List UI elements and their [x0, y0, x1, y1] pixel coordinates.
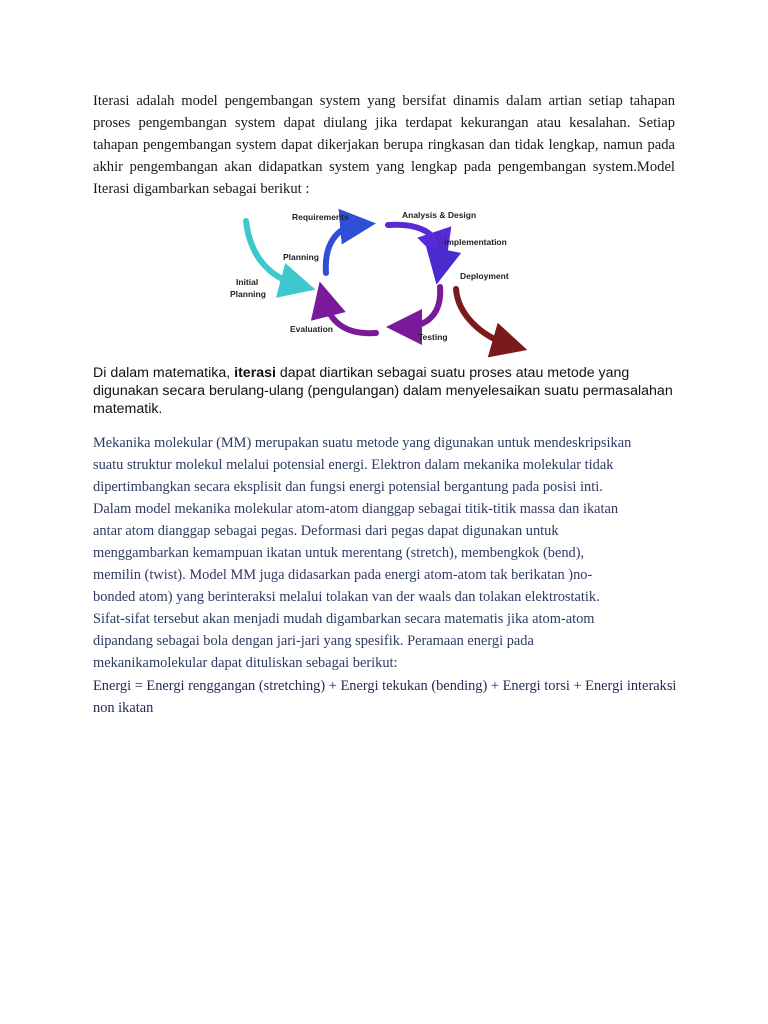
implementation-arrow [438, 235, 441, 267]
label-implementation: Implementation [444, 237, 507, 247]
energy-equation-paragraph: Energi = Energi renggangan (stretching) + Energi tekukan (bending) + Energi torsi + Energi interaksi non ikatan [93, 678, 677, 716]
iteration-cycle-svg [228, 205, 528, 360]
mm-line-10: dipandang sebagai bola dengan jari-jari yang spesifik. Peramaan energi pada [93, 633, 534, 649]
deployment-arrow [456, 289, 510, 345]
mm-line-3: dipertimbangkan secara eksplisit dan fungsi energi potensial bergantung pada posisi inti. [93, 479, 603, 495]
para2-before: Di dalam matematika, [93, 365, 235, 381]
mm-line-11: mekanikamolekular dapat dituliskan sebagai berikut: [93, 655, 398, 671]
label-analysis-design: Analysis & Design [402, 210, 477, 220]
label-initial-planning: Planning [230, 289, 266, 299]
mm-line-2: suatu struktur molekul melalui potensial energi. Elektron dalam mekanika molekular tidak [93, 457, 614, 473]
iteration-model-diagram [228, 205, 528, 360]
label-evaluation: Evaluation [290, 324, 333, 334]
analysis-design-arrow [388, 225, 440, 249]
mm-line-1: Mekanika molekular (MM) merupakan suatu metode yang digunakan untuk mendeskripsikan [93, 435, 632, 451]
label-requirements: Requirements [292, 212, 349, 222]
mm-line-9: Sifat-sifat tersebut akan menjadi mudah digambarkan secara matematis jika atom-atom [93, 611, 595, 627]
document-page [93, 90, 675, 200]
mm-line-4: Dalam model mekanika molekular atom-atom dianggap sebagai titik-titik massa dan ikatan [93, 501, 619, 517]
mm-line-6: menggambarkan kemampuan ikatan untuk merentang (stretch), membengkok (bend), [93, 545, 585, 561]
testing-arrow [404, 287, 440, 327]
label-planning: Planning [283, 252, 319, 262]
mm-line-8: bonded atom) yang berinteraksi melalui tolakan van der waals dan tolakan elektrostatik. [93, 589, 600, 605]
iteration-intro-paragraph: Iterasi adalah model pengembangan system yang bersifat dinamis dalam artian setiap tahapan proses pengembangan system dapat diulang jika terdapat kekurangan atau kesalahan. Setiap tahapan pengembangan system dapat dikerjakan berupa ringkasan dan tidak lengkap, namun pada akhir pengembangan akan didapatkan system yang lengkap pada pengembangan system.Model Iterasi digambarkan sebagai berikut : [93, 93, 675, 197]
label-testing: Testing [418, 332, 448, 342]
label-deployment: Deployment [460, 271, 509, 281]
molecular-mechanics-paragraph [93, 432, 693, 674]
mm-line-7: memilin (twist). Model MM juga didasarkan pada energi atom-atom tak berikatan )no- [93, 567, 593, 583]
label-initial: Initial [236, 277, 259, 287]
para2-bold-term: iterasi [234, 365, 276, 381]
mm-line-5: antar atom dianggap sebagai pegas. Deformasi dari pegas dapat digunakan untuk [93, 523, 559, 539]
math-iteration-paragraph [93, 364, 693, 418]
para2-after: dapat diartikan sebagai suatu proses atau metode yang digunakan secara berulang-ulang (pengulangan) dalam menyelesaikan suatu permasalahan matematik. [93, 365, 673, 417]
requirements-arrow [326, 225, 358, 273]
